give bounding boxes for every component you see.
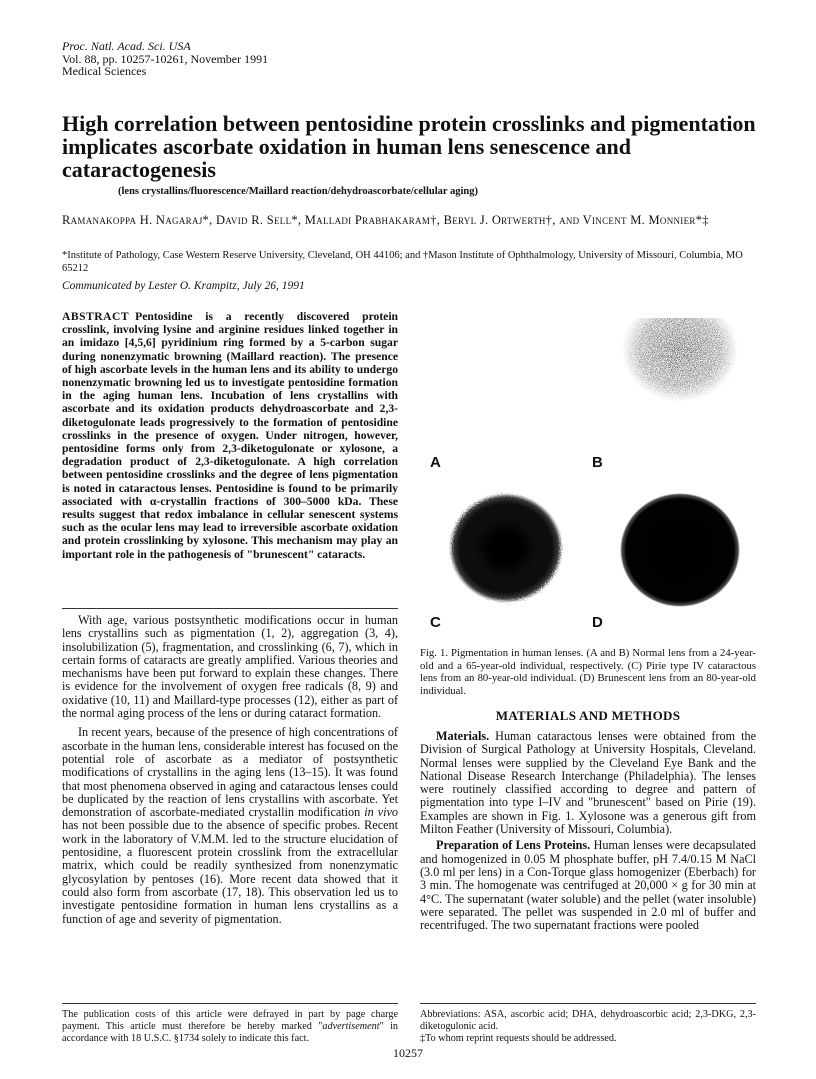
lens-c-image [449, 493, 563, 603]
lens-d-image [620, 493, 740, 607]
reprint-note: ‡To whom reprint requests should be addressed. [420, 1033, 617, 1044]
keywords: (lens crystallins/fluorescence/Maillard reaction/dehydroascorbate/cellular aging) [118, 186, 478, 197]
intro-body [62, 614, 398, 926]
journal-volume: Vol. 88, pp. 10257-10261, November 1991 [62, 51, 269, 66]
section-heading-methods: MATERIALS AND METHODS [495, 708, 681, 723]
figure-label-b: B [592, 454, 603, 471]
publication-cost-footnote: The publication costs of this article were defrayed in part by page charge payment. This article must therefore be hereby marked "advertisement" in accordance with 18 U.S.C. §1734 solely to indicate this fact. [62, 1009, 398, 1044]
intro-paragraph-1: With age, various postsynthetic modifications occur in human lens crystallins such as pigmentation (1, 2), aggregation (3, 4), insolubilization (5), fragmentation, and crosslinking (6, 7), which in certain forms of cataracts are greatly amplified. Various theories and mechanisms have been put forward to explain these changes. There is evidence for the involvement of oxygen free radicals (8, 9) and oxidative (10, 11) and Maillard-type processes (12), either as part of the normal aging process of the lens or during cataract formation. [62, 613, 398, 721]
preparation-label: Preparation of Lens Proteins. [436, 838, 591, 853]
methods-body [420, 730, 756, 932]
figure-1-image [418, 318, 758, 638]
article-title: High correlation between pentosidine protein crosslinks and pigmentation implicates ascorbate oxidation in human lens senescence and cataractogenesis [62, 111, 756, 182]
divider [62, 608, 398, 609]
abbreviations-footnote [420, 1009, 756, 1045]
journal-header [62, 40, 268, 78]
footnote-divider [62, 1003, 398, 1004]
journal-section: Medical Sciences [62, 64, 147, 78]
authors: Ramanakoppa H. Nagaraj*, David R. Sell*, Malladi Prabhakaram†, Beryl J. Ortwerth†, and Vincent M. Monnier*‡ [62, 213, 709, 227]
page-number: 10257 [393, 1046, 423, 1060]
figure-label-c: C [430, 614, 441, 631]
figure-label-d: D [592, 614, 603, 631]
figure-1-caption: Fig. 1. Pigmentation in human lenses. (A and B) Normal lens from a 24-year-old and a 65-year-old individual, respectively. (C) Pirie type IV cataractous lens from an 80-year-old individual. (D) Brunescent lens from an 80-year-old individual. [420, 647, 756, 697]
materials-label: Materials. [436, 729, 490, 743]
communicated-by: Communicated by Lester O. Krampitz, July 26, 1991 [62, 280, 305, 292]
journal-name: Proc. Natl. Acad. Sci. USA [62, 39, 191, 53]
intro-paragraph-2: In recent years, because of the presence of high concentrations of ascorbate in the human lens, considerable interest has focused on the potential role of ascorbate as a mediator of postsynthetic modifications of crystallins in the aging lens (13–15). It was found that most phenomena observed in aging and cataractous lenses could be duplicated by the reaction of lens crystallins with ascorbate. Yet demonstration of ascorbate-mediated crystallin modification in vivo has not been possible due to the absence of specific probes. Recent work in the laboratory of V.M.M. led to the structure elucidation of pentosidine, a fluorescent protein crosslink from the extracellular matrix, which could be readily synthesized from nonenzymatic glycosylation by pentoses (16). More recent data showed that it could also form from ascorbate (17, 18). This observation led us to investigate pentosidine formation in human lens crystallins as a function of age and severity of pigmentation. [62, 725, 399, 926]
preparation-paragraph: Preparation of Lens Proteins. Human lenses were decapsulated and homogenized in 0.05 M phosphate buffer, pH 7.4/0.15 M NaCl (3.0 ml per lens) in a Con-Torque glass homogenizer (Eberbach) for 3 min. The homogenate was centrifuged at 20,000 × g for 30 min at 4°C. The supernatant (water soluble) and the pellet (water insoluble) were separated. The pellet was suspended in 2.0 ml of buffer and recentrifuged. The two supernatant fractions were pooled [420, 838, 756, 933]
affiliations: *Institute of Pathology, Case Western Reserve University, Cleveland, OH 44106; and †Mason Institute of Ophthalmology, University of Missouri, Columbia, MO 65212 [62, 250, 743, 274]
figure-1 [418, 318, 758, 638]
abbreviations: Abbreviations: ASA, ascorbic acid; DHA, dehydroascorbic acid; 2,3-DKG, 2,3-diketogulonic acid. [420, 1009, 756, 1032]
figure-label-a: A [430, 454, 441, 471]
abstract [62, 310, 398, 561]
abstract-text: Pentosidine is a recently discovered protein crosslink, involving lysine and arginine residues linked together in an imidazo [4,5,6] pyridinium ring formed by a 5-carbon sugar during nonenzymatic browning (Maillard reaction). The presence of high ascorbate levels in the human lens and its ability to undergo nonenzymatic browning led us to investigate pentosidine formation in the aging human lens. Incubation of lens crystallins with ascorbate and its oxidation products dehydroascorbate and 2,3-diketogulonate leads progressively to the formation of pentosidine crosslinks in the presence of oxygen. Under nitrogen, however, pentosidine forms only from 2,3-diketogulonate or xylosone, a degradation product of 2,3-diketogulonate. A high correlation between pentosidine crosslinks and the degree of lens pigmentation is noted in cataractous lenses. Pentosidine is found to be primarily associated with α-crystallin fractions of 300–5000 kDa. These results suggest that redox imbalance in cellular senescent systems such as the ocular lens may lead to irreversible ascorbate oxidation and protein crosslinking by xylosone. This mechanism may play an important role in the pathogenesis of "brunescent" cataracts. [62, 310, 398, 561]
materials-paragraph: Materials. Human cataractous lenses were obtained from the Division of Surgical Pathology at University Hospitals, Cleveland. Normal lenses were supplied by the Cleveland Eye Bank and the National Disease Research Interchange (Philadelphia). The lenses were routinely classified according to degree and pattern of pigmentation into type I–IV and "brunescent" based on Pirie (19). Examples are shown in Fig. 1. Xylosone was a generous gift from Milton Feather (University of Missouri, Columbia). [420, 729, 756, 837]
abstract-label: ABSTRACT [62, 310, 130, 323]
footnote-divider-right [420, 1003, 756, 1004]
lens-b-image [622, 318, 738, 402]
